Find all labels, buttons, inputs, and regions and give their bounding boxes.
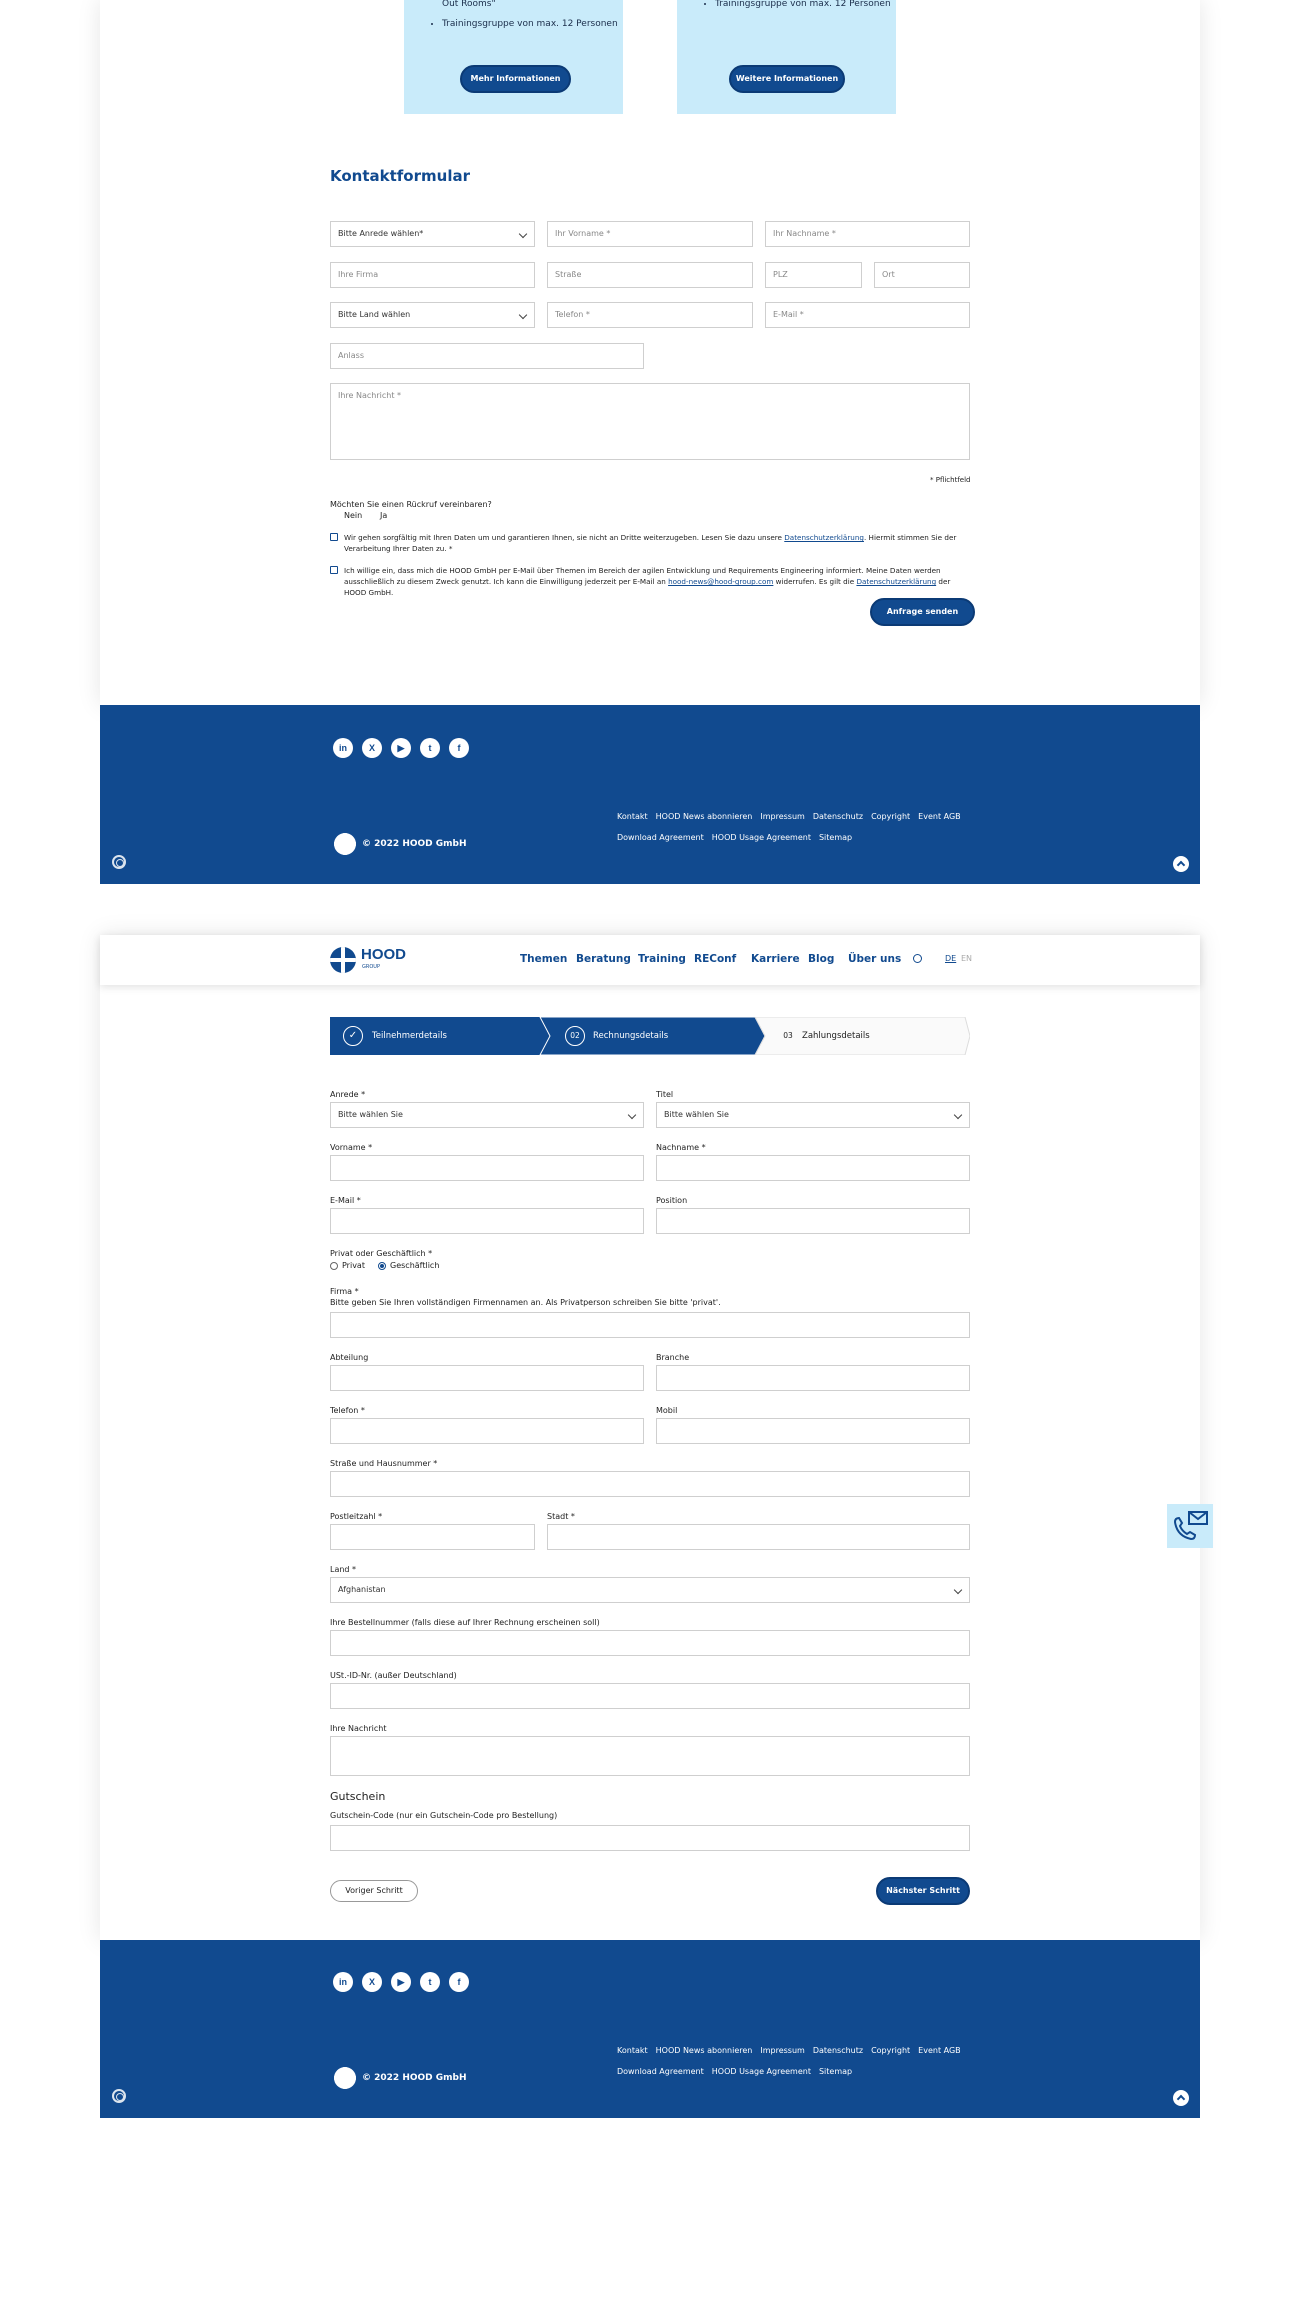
footer-link-usage-agreement[interactable]: HOOD Usage Agreement — [711, 833, 811, 842]
step-3-label[interactable]: Zahlungsdetails — [802, 1031, 870, 1041]
search-icon[interactable] — [913, 954, 922, 963]
consent-mail-link[interactable]: hood-news@hood-group.com — [668, 577, 774, 586]
nav-karriere[interactable]: Karriere — [751, 953, 800, 965]
ustid-input[interactable] — [330, 1683, 970, 1709]
footer-link-news[interactable]: HOOD News abonnieren — [655, 812, 753, 821]
fingerprint-icon[interactable] — [112, 855, 126, 869]
hood-logo-icon[interactable] — [334, 833, 356, 855]
nav-beratung[interactable]: Beratung — [576, 953, 631, 965]
training-card-2 — [677, 0, 896, 114]
linkedin-icon[interactable]: in — [333, 738, 353, 758]
footer-link-impressum[interactable]: Impressum — [760, 812, 805, 821]
hood-logo-icon[interactable] — [330, 947, 356, 973]
nav-blog[interactable]: Blog — [808, 953, 835, 965]
footer-link-download-agreement[interactable]: Download Agreement — [617, 2067, 704, 2076]
site-header — [100, 935, 1200, 985]
footer-link-event-agb[interactable]: Event AGB — [918, 812, 961, 821]
footer-links-row1 — [617, 2041, 969, 2061]
phone-input[interactable]: Telefon * — [547, 302, 753, 328]
bestellnummer-input[interactable] — [330, 1630, 970, 1656]
firma-hint: Bitte geben Sie Ihren vollständigen Firmennamen an. Als Privatperson schreiben Sie bitte 'privat'. — [330, 1298, 721, 1307]
plz-input[interactable] — [330, 1524, 535, 1550]
privacy-text-b: . Hiermit stimmen Sie der Verarbeitung Ihrer Daten zu. * — [344, 533, 957, 553]
contact-widget[interactable] — [1167, 1504, 1213, 1548]
footer-link-usage-agreement[interactable]: HOOD Usage Agreement — [711, 2067, 811, 2076]
anrede-value: Bitte wählen Sie — [338, 1110, 403, 1119]
strasse-input[interactable] — [330, 1471, 970, 1497]
privacy-checkbox[interactable] — [330, 533, 338, 541]
training-card-1 — [404, 0, 623, 114]
nav-themen[interactable]: Themen — [520, 953, 568, 965]
twitter-icon[interactable]: t — [420, 738, 440, 758]
nachname-input[interactable] — [656, 1155, 970, 1181]
occasion-input[interactable]: Anlass — [330, 343, 644, 369]
copyright: © 2022 HOOD GmbH — [362, 2073, 467, 2083]
abteilung-input[interactable] — [330, 1365, 644, 1391]
more-info-button[interactable]: Mehr Informationen — [460, 65, 571, 93]
nachricht-label: Ihre Nachricht — [330, 1724, 387, 1733]
street-input[interactable]: Straße — [547, 262, 753, 288]
branche-input[interactable] — [656, 1365, 970, 1391]
privacy-text-a: Wir gehen sorgfältig mit Ihren Daten um und garantieren Ihnen, sie nicht an Dritte weiterzugeben. Lesen Sie dazu unsere — [344, 533, 785, 542]
next-step-button[interactable]: Nächster Schritt — [876, 1877, 970, 1905]
gutschein-input[interactable] — [330, 1825, 970, 1851]
phone-mail-icon — [1167, 1504, 1213, 1548]
abteilung-label: Abteilung — [330, 1353, 369, 1362]
ustid-label: USt.-ID-Nr. (außer Deutschland) — [330, 1671, 457, 1680]
copyright: © 2022 HOOD GmbH — [362, 839, 467, 849]
lang-en[interactable]: EN — [961, 954, 973, 963]
consent-text — [344, 565, 959, 598]
plz-label: Postleitzahl * — [330, 1512, 383, 1521]
logo-subtext: GROUP — [362, 964, 380, 970]
telefon-label: Telefon * — [330, 1406, 365, 1415]
gutschein-label: Gutschein-Code (nur ein Gutschein-Code pro Bestellung) — [330, 1811, 558, 1820]
stadt-label: Stadt * — [547, 1512, 575, 1521]
twitter-icon[interactable]: t — [420, 1972, 440, 1992]
chevron-down-icon — [954, 1111, 962, 1119]
radio-privat[interactable] — [330, 1262, 338, 1270]
land-value: Afghanistan — [338, 1585, 386, 1594]
footer-link-copyright[interactable]: Copyright — [871, 2046, 911, 2055]
facebook-icon[interactable]: f — [449, 738, 469, 758]
footer-link-copyright[interactable]: Copyright — [871, 812, 911, 821]
titel-value: Bitte wählen Sie — [664, 1110, 729, 1119]
contact-form-title: Kontaktformular — [330, 167, 470, 185]
nav-reconf[interactable]: REConf — [694, 953, 737, 965]
land-label: Land * — [330, 1565, 357, 1574]
fingerprint-icon[interactable] — [112, 2089, 126, 2103]
stadt-input[interactable] — [547, 1524, 970, 1550]
footer-link-datenschutz[interactable]: Datenschutz — [812, 2046, 864, 2055]
page-section-contact — [100, 0, 1200, 705]
privacy-link[interactable]: Datenschutzerklärung — [784, 533, 864, 542]
nav-ueber-uns[interactable]: Über uns — [848, 953, 902, 965]
branche-label: Branche — [656, 1353, 690, 1362]
titel-label: Titel — [656, 1090, 674, 1099]
step-2-label[interactable]: Rechnungsdetails — [593, 1031, 669, 1041]
submit-request-button[interactable]: Anfrage senden — [870, 598, 975, 626]
gutschein-title: Gutschein — [330, 1790, 386, 1803]
footer-links-row2 — [617, 828, 860, 848]
footer-links-row1 — [617, 807, 969, 827]
consent-text-c: der HOOD GmbH. — [344, 577, 951, 597]
step-1-check-icon: ✓ — [343, 1026, 363, 1046]
card-bullet: • Trainingsgruppe von max. 12 Personen — [442, 17, 618, 31]
footer-links-row2 — [617, 2062, 860, 2082]
step-1-label[interactable]: Teilnehmerdetails — [372, 1031, 447, 1041]
chevron-down-icon — [519, 230, 527, 238]
card-bullets — [701, 0, 891, 11]
position-label: Position — [656, 1196, 688, 1205]
lastname-input[interactable]: Ihr Nachname * — [765, 221, 970, 247]
callback-no[interactable]: Nein — [344, 511, 363, 520]
chevron-down-icon — [519, 311, 527, 319]
xing-icon[interactable]: X — [362, 738, 382, 758]
firma-label: Firma * — [330, 1287, 359, 1296]
strasse-label: Straße und Hausnummer * — [330, 1459, 438, 1468]
xing-icon[interactable]: X — [362, 1972, 382, 1992]
step-3-number: 03 — [783, 1031, 793, 1040]
footer-link-sitemap[interactable]: Sitemap — [818, 2067, 853, 2076]
bestellnummer-label: Ihre Bestellnummer (falls diese auf Ihrer Rechnung erscheinen soll) — [330, 1618, 600, 1627]
required-note: * Pflichtfeld — [930, 476, 971, 484]
anrede-label: Anrede * — [330, 1090, 366, 1099]
scroll-top-icon[interactable] — [1173, 856, 1189, 872]
card-bullets — [428, 0, 618, 31]
consent-text-a: Ich willige ein, dass mich die HOOD GmbH per E-Mail über Themen im Bereich der agilen Entwicklung und Requirements Engineering informiert. Meine Daten werden ausschließlich zu diesem Zweck genutzt. Ich kann die Einwilligung jederzeit per E-Mail an — [344, 566, 941, 586]
card-bullet: Out Rooms" — [442, 0, 496, 9]
previous-step-button[interactable]: Voriger Schritt — [330, 1880, 418, 1902]
salutation-value: Bitte Anrede wählen* — [338, 229, 424, 238]
radio-privat-label[interactable]: Privat — [342, 1261, 365, 1270]
footer — [100, 1940, 1200, 2118]
lang-de[interactable]: DE — [945, 954, 957, 963]
nav-training[interactable]: Training — [638, 953, 686, 965]
email-input[interactable] — [330, 1208, 644, 1234]
company-input[interactable]: Ihre Firma — [330, 262, 535, 288]
telefon-input[interactable] — [330, 1418, 644, 1444]
vorname-input[interactable] — [330, 1155, 644, 1181]
further-info-button[interactable]: Weitere Informationen — [729, 65, 845, 93]
firstname-input[interactable]: Ihr Vorname * — [547, 221, 753, 247]
linkedin-icon[interactable]: in — [333, 1972, 353, 1992]
radio-geschaeftlich[interactable] — [378, 1262, 386, 1270]
footer-link-sitemap[interactable]: Sitemap — [818, 833, 853, 842]
callback-yes[interactable]: Ja — [380, 511, 388, 520]
footer-link-kontakt[interactable]: Kontakt — [617, 812, 648, 821]
firma-input[interactable] — [330, 1312, 970, 1338]
privat-label: Privat oder Geschäftlich * — [330, 1249, 433, 1258]
page-section-billing — [100, 935, 1200, 1940]
salutation-select[interactable] — [330, 221, 535, 247]
consent-privacy-link[interactable]: Datenschutzerklärung — [856, 577, 937, 586]
footer-link-download-agreement[interactable]: Download Agreement — [617, 833, 704, 842]
footer-link-datenschutz[interactable]: Datenschutz — [812, 812, 864, 821]
position-input[interactable] — [656, 1208, 970, 1234]
consent-text-b: widerrufen. Es gilt die — [773, 577, 857, 586]
chevron-down-icon — [628, 1111, 636, 1119]
youtube-icon[interactable]: ▶ — [391, 1972, 411, 1992]
radio-geschaeftlich-label[interactable]: Geschäftlich — [390, 1261, 440, 1270]
checkout-steps — [330, 1017, 970, 1055]
facebook-icon[interactable]: f — [449, 1972, 469, 1992]
vorname-label: Vorname * — [330, 1143, 373, 1152]
email-label: E-Mail * — [330, 1196, 361, 1205]
zip-input[interactable]: PLZ — [765, 262, 862, 288]
chevron-down-icon — [954, 1586, 962, 1594]
logo-text[interactable]: HOOD — [361, 946, 406, 963]
scroll-top-icon[interactable] — [1173, 2090, 1189, 2106]
anrede-select[interactable] — [330, 1102, 644, 1128]
footer-link-impressum[interactable]: Impressum — [760, 2046, 805, 2055]
footer-link-news[interactable]: HOOD News abonnieren — [655, 2046, 753, 2055]
callback-question: Möchten Sie einen Rückruf vereinbaren? — [330, 500, 492, 509]
step-2-number: 02 — [565, 1026, 585, 1046]
land-select[interactable] — [330, 1577, 970, 1603]
mobil-label: Mobil — [656, 1406, 678, 1415]
footer — [100, 705, 1200, 884]
footer-link-event-agb[interactable]: Event AGB — [918, 2046, 961, 2055]
nachname-label: Nachname * — [656, 1143, 706, 1152]
message-textarea[interactable]: Ihre Nachricht * — [330, 383, 970, 460]
mobil-input[interactable] — [656, 1418, 970, 1444]
country-value: Bitte Land wählen — [338, 310, 411, 319]
titel-select[interactable] — [656, 1102, 970, 1128]
country-select[interactable] — [330, 302, 535, 328]
footer-link-kontakt[interactable]: Kontakt — [617, 2046, 648, 2055]
card-bullet: • Trainingsgruppe von max. 12 Personen — [715, 0, 891, 11]
youtube-icon[interactable]: ▶ — [391, 738, 411, 758]
newsletter-consent-checkbox[interactable] — [330, 566, 338, 574]
nachricht-textarea[interactable] — [330, 1736, 970, 1776]
hood-logo-icon[interactable] — [334, 2067, 356, 2089]
privacy-text — [344, 532, 959, 554]
email-input[interactable]: E-Mail * — [765, 302, 970, 328]
city-input[interactable]: Ort — [874, 262, 970, 288]
